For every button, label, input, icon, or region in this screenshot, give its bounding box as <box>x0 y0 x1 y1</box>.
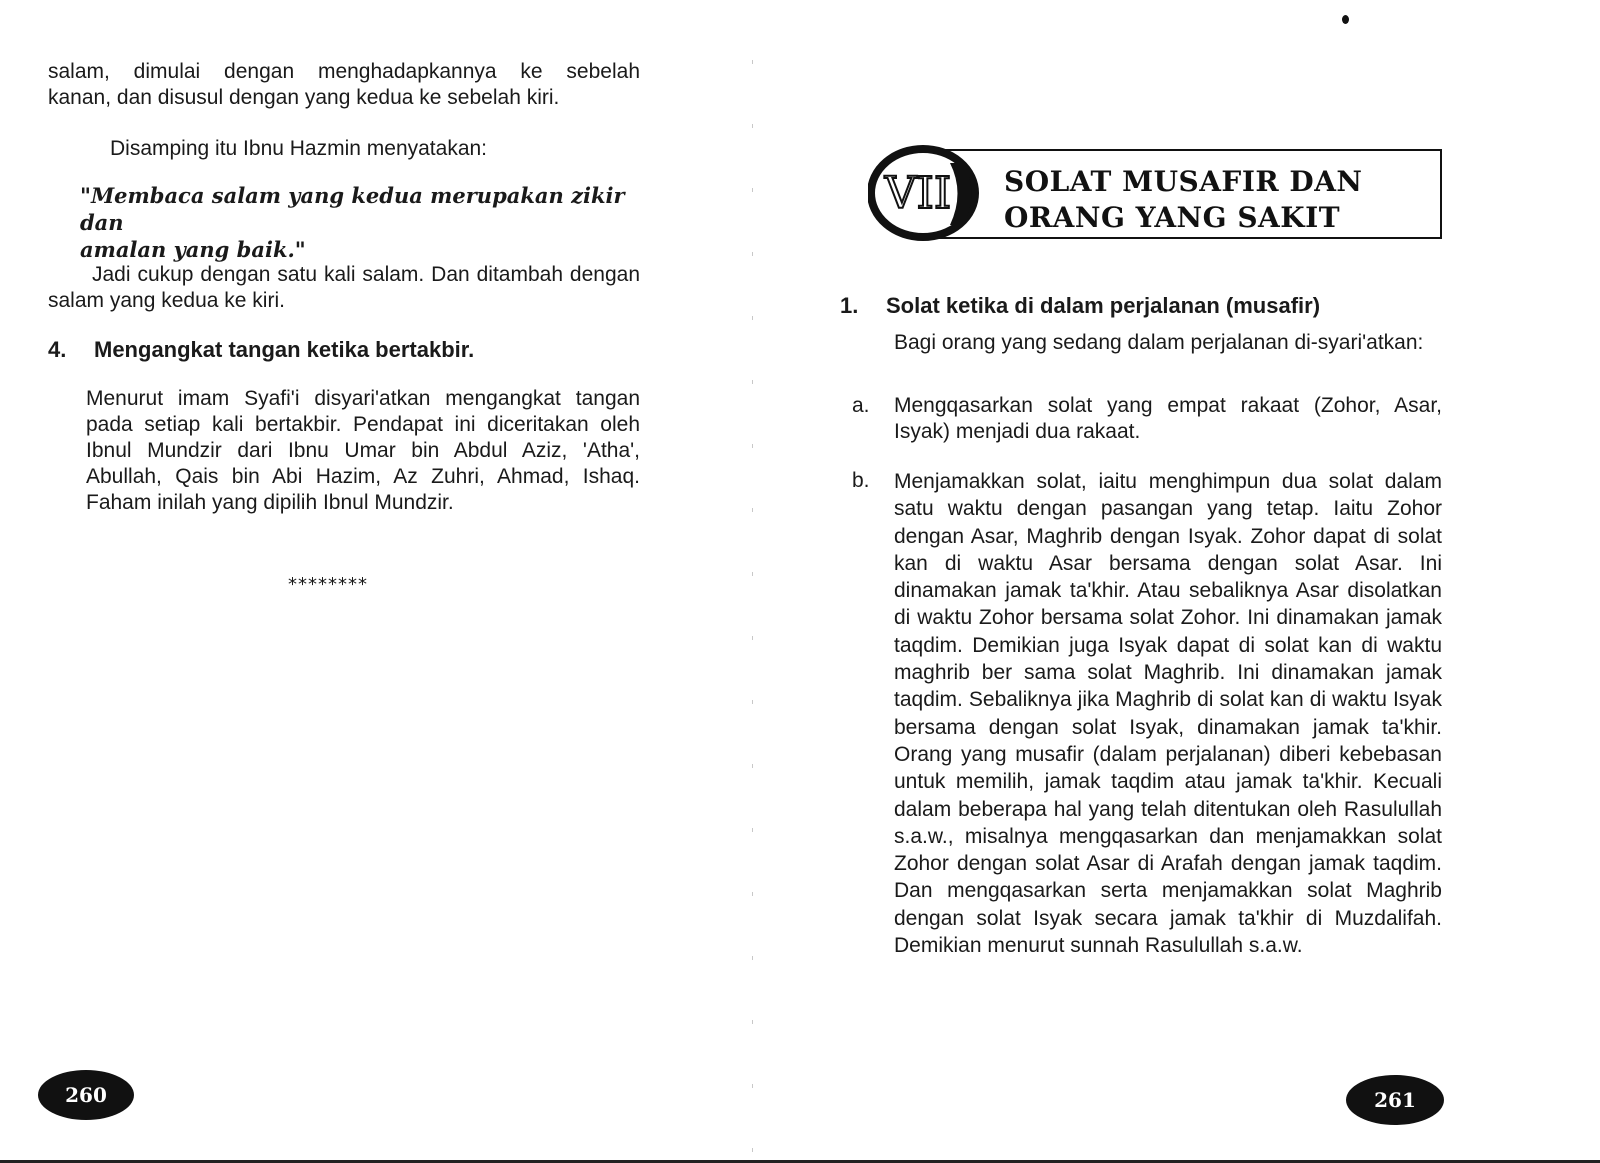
page-gutter <box>752 0 753 1163</box>
chapter-numeral-badge <box>868 143 983 243</box>
left-separator: ******** <box>288 574 368 595</box>
left-quote <box>80 182 640 263</box>
chapter-title-line-2: ORANG YANG SAKIT <box>1004 201 1341 234</box>
left-cont-line-2: kanan, dan disusul dengan yang kedua ke sebelah kiri. <box>48 86 560 109</box>
chapter-title-line-1: SOLAT MUSAFIR DAN <box>1004 165 1363 198</box>
right-section-1-intro: Bagi orang yang sedang dalam perjalanan di-syari'atkan: <box>894 331 1424 354</box>
left-intro-text: Disamping itu Ibnu Hazmin menyatakan: <box>110 137 488 160</box>
list-item-b-text: Menjamakkan solat, iaitu menghimpun dua solat dalam satu waktu dengan pasangan yang tetap. Iaitu Zohor dengan Asar, Maghrib dengan Isyak. Zohor dapat di solat kan di waktu Asar bersama dengan solat Asar. Ini dinamakan jamak ta'khir. Atau sebaliknya Asar disolatkan di waktu Zohor bersama solat Zohor. Ini dinamakan jamak taqdim. Demikian juga Isyak dapat di solat kan di waktu maghrib ber sama solat Maghrib. Ini dinamakan jamak taqdim. Sebaliknya jika Maghrib di solat kan di waktu Isyak bersama dengan solat Isyak, dinamakan jamak ta'khir. Orang yang musafir (dalam perjalanan) diberi kebebasan untuk memilih, jamak taqdim atau jamak ta'khir. Kecuali dalam beberapa hal yang telah ditentukan oleh Rasulullah s.a.w., misalnya mengqasarkan dan menjamakkan solat Zohor dengan solat Asar di Arafah dengan jamak taqdim. Dan mengqasarkan serta menjamakkan solat Maghrib dengan solat Isyak secara jamak ta'khir di Muzdalifah. Demikian menurut sunnah Rasulullah s.a.w. <box>894 470 1442 958</box>
left-quote-line-2: amalan yang baik." <box>80 237 306 262</box>
left-section-4-title: Mengangkat tangan ketika bertakbir. <box>94 337 475 362</box>
left-section-4-number: 4. <box>48 337 67 362</box>
left-quote-line-1: "Membaca salam yang kedua merupakan zikir dan <box>80 183 625 235</box>
left-page-number: 260 <box>38 1070 134 1120</box>
right-section-1-title: Solat ketika di dalam perjalanan (musafir) <box>886 293 1321 318</box>
right-section-1-heading <box>840 293 1440 319</box>
chapter-numeral-text: VII <box>884 168 952 219</box>
right-section-1-number: 1. <box>840 293 859 318</box>
left-continued-text <box>48 59 640 111</box>
list-item-b-letter: b. <box>852 469 870 492</box>
left-paragraph-2: Jadi cukup dengan satu kali salam. Dan ditambah dengan salam yang kedua ke kiri. <box>48 263 640 312</box>
scan-dot <box>1342 15 1349 24</box>
list-item-a-letter: a. <box>852 394 870 417</box>
left-cont-line-1: salam, dimulai dengan menghadapkannya ke sebelah <box>48 60 640 83</box>
left-paragraph-3: Menurut imam Syafi'i disyari'atkan mengangkat tangan pada setiap kali bertakbir. Pendapat ini diceritakan oleh Ibnul Mundzir dari Ibnu Umar bin Abdul Aziz, 'Atha', Abullah, Qais bin Abi Hazim, Az Zuhri, Ahmad, Ishaq. Faham inilah yang dipilih Ibnul Mundzir. <box>86 387 640 514</box>
chapter-title <box>1004 164 1363 236</box>
left-section-4-heading <box>48 337 640 363</box>
list-item-a-text: Mengqasarkan solat yang empat rakaat (Zohor, Asar, Isyak) menjadi dua rakaat. <box>894 394 1442 443</box>
right-page-number: 261 <box>1346 1075 1444 1125</box>
